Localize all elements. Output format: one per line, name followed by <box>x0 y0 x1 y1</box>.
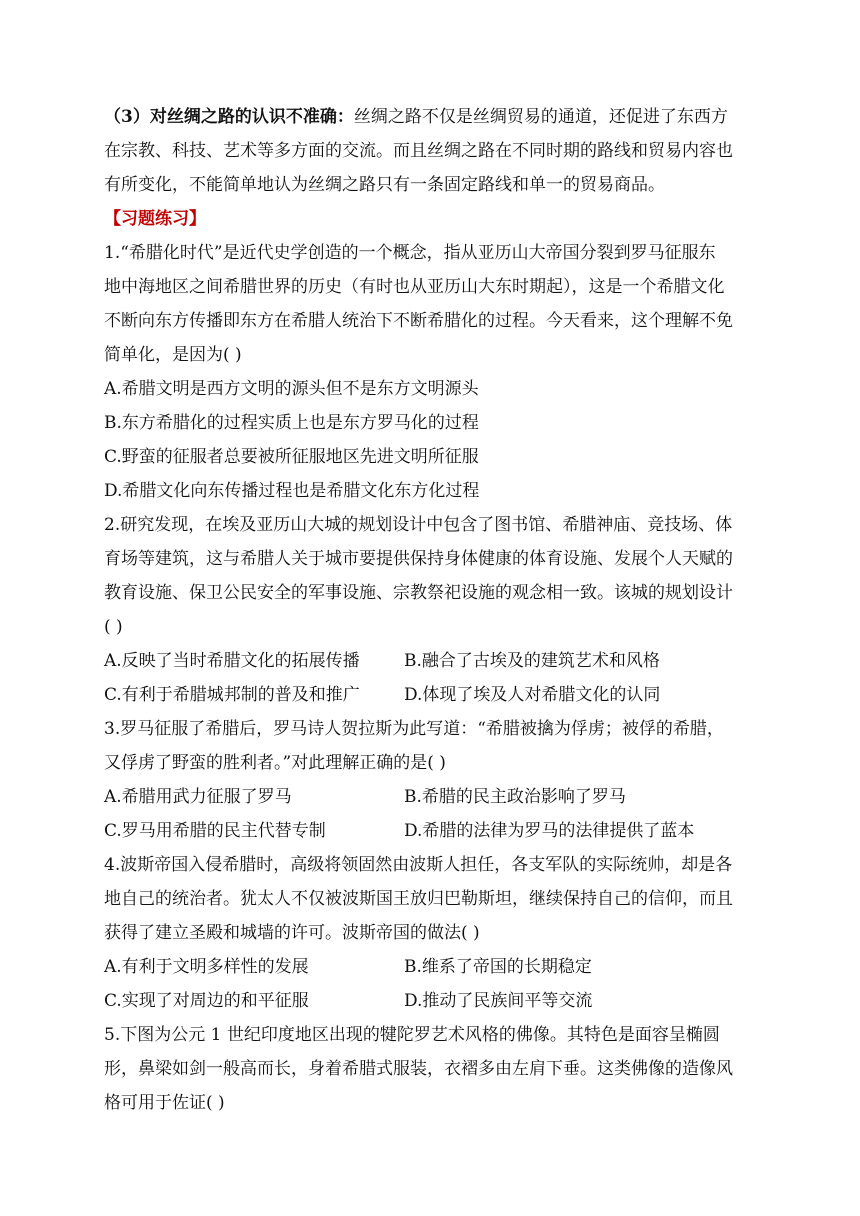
question-2-options-row-2 <box>104 678 764 712</box>
note-3-line-3: 有所变化，不能简单地认为丝绸之路只有一条固定路线和单一的贸易商品。 <box>104 175 665 195</box>
question-5-stem-line: 格可用于佐证( ) <box>104 1093 225 1113</box>
question-1-stem-line: 地中海地区之间希腊世界的历史（有时也从亚历山大东时期起），这是一个希腊文化 <box>104 277 725 297</box>
question-1-option-c: C.野蛮的征服者总要被所征服地区先进文明所征服 <box>104 447 479 467</box>
question-5-stem-line: 5.下图为公元 1 世纪印度地区出现的犍陀罗艺术风格的佛像。其特色是面容呈椭圆 <box>104 1025 720 1045</box>
question-1-option-d: D.希腊文化向东传播过程也是希腊文化东方化过程 <box>104 481 480 501</box>
question-2 <box>104 508 764 712</box>
question-1 <box>104 236 764 508</box>
question-4-stem-line: 4.波斯帝国入侵希腊时，高级将领固然由波斯人担任，各支军队的实际统帅，却是各 <box>104 855 733 875</box>
note-3-title: （3）对丝绸之路的认识不准确： <box>104 107 354 127</box>
question-4-stem-line: 地自己的统治者。犹太人不仅被波斯国王放归巴勒斯坦，继续保持自己的信仰，而且 <box>104 889 733 909</box>
note-3-line-1 <box>104 100 764 134</box>
question-5-stem-line: 形，鼻梁如剑一般高而长，身着希腊式服装，衣褶多由左肩下垂。这类佛像的造像风 <box>104 1059 733 1079</box>
question-2-stem-line: ( ) <box>104 617 123 637</box>
question-4-option-b: B.维系了帝国的长期稳定 <box>404 957 592 977</box>
question-3 <box>104 712 764 848</box>
question-3-stem-line: 3.罗马征服了希腊后，罗马诗人贺拉斯为此写道：“希腊被擒为俘虏；被俘的希腊， <box>104 719 724 739</box>
question-3-option-a: A.希腊用武力征服了罗马 <box>104 787 292 807</box>
question-2-option-b: B.融合了古埃及的建筑艺术和风格 <box>404 651 660 671</box>
question-3-options-row-2 <box>104 814 764 848</box>
question-1-option-a: A.希腊文明是西方文明的源头但不是东方文明源头 <box>104 379 479 399</box>
note-3-text: 丝绸之路不仅是丝绸贸易的通道，还促进了东西方 <box>353 107 728 127</box>
question-1-option-b: B.东方希腊化的过程实质上也是东方罗马化的过程 <box>104 413 479 433</box>
question-2-stem-line: 育场等建筑，这与希腊人关于城市要提供保持身体健康的体育设施、发展个人天赋的 <box>104 549 733 569</box>
question-5 <box>104 1018 764 1120</box>
question-3-option-c: C.罗马用希腊的民主代替专制 <box>104 821 326 841</box>
question-1-stem-line: 简单化，是因为( ) <box>104 345 242 365</box>
exercise-heading: 【习题练习】 <box>104 209 206 229</box>
question-2-stem-line: 教育设施、保卫公民安全的军事设施、宗教祭祀设施的观念相一致。该城的规划设计 <box>104 583 733 603</box>
question-2-option-a: A.反映了当时希腊文化的拓展传播 <box>104 651 360 671</box>
note-3-line-2: 在宗教、科技、艺术等多方面的交流。而且丝绸之路在不同时期的路线和贸易内容也 <box>104 141 733 161</box>
question-1-stem-line: 1.“希腊化时代”是近代史学创造的一个概念，指从亚历山大帝国分裂到罗马征服东 <box>104 243 716 263</box>
question-3-options-row-1 <box>104 780 764 814</box>
question-1-stem-line: 不断向东方传播即东方在希腊人统治下不断希腊化的过程。今天看来，这个理解不免 <box>104 311 733 331</box>
question-2-option-c: C.有利于希腊城邦制的普及和推广 <box>104 685 360 705</box>
document-body <box>104 100 764 1120</box>
question-4-options-row-1 <box>104 950 764 984</box>
question-4-option-a: A.有利于文明多样性的发展 <box>104 957 309 977</box>
question-3-option-d: D.希腊的法律为罗马的法律提供了蓝本 <box>404 821 695 841</box>
question-4-stem-line: 获得了建立圣殿和城墙的许可。波斯帝国的做法( ) <box>104 923 480 943</box>
question-4-options-row-2 <box>104 984 764 1018</box>
question-4-option-d: D.推动了民族间平等交流 <box>404 991 593 1011</box>
question-4 <box>104 848 764 1018</box>
question-4-option-c: C.实现了对周边的和平征服 <box>104 991 309 1011</box>
question-3-stem-line: 又俘虏了野蛮的胜利者。”对此理解正确的是( ) <box>104 753 446 773</box>
question-2-options-row-1 <box>104 644 764 678</box>
question-2-option-d: D.体现了埃及人对希腊文化的认同 <box>404 685 661 705</box>
question-3-option-b: B.希腊的民主政治影响了罗马 <box>404 787 626 807</box>
question-2-stem-line: 2.研究发现，在埃及亚历山大城的规划设计中包含了图书馆、希腊神庙、竞技场、体 <box>104 515 733 535</box>
